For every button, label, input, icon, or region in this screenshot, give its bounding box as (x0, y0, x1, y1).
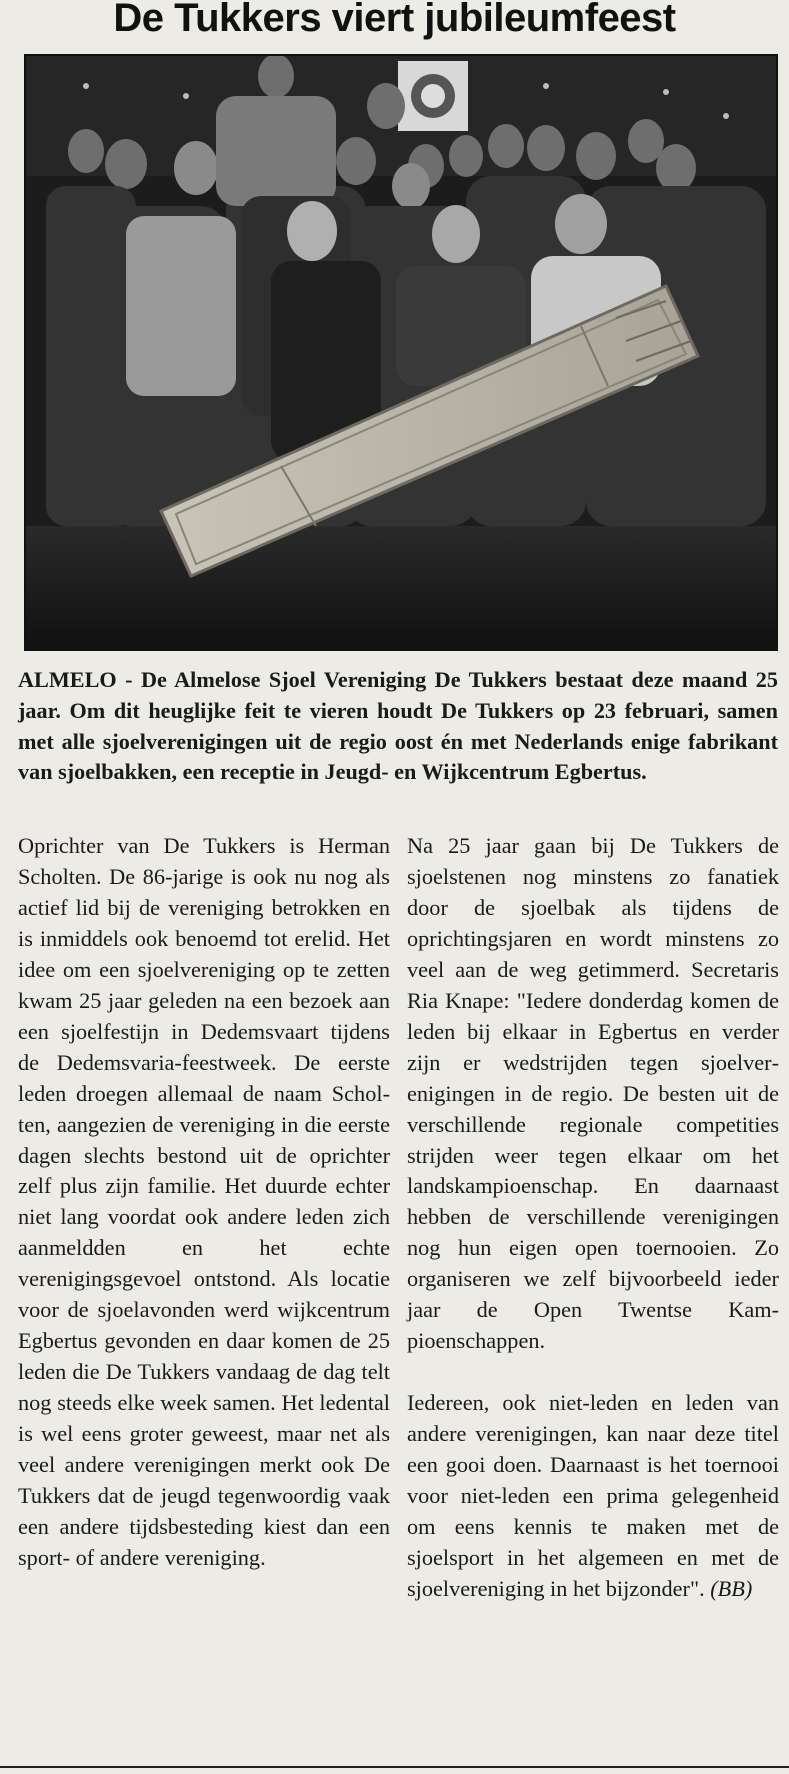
article-lead: ALMELO - De Almelose Sjoel Vereniging De Tukkers bestaat deze maand 25 jaar. Om dit heuglijke feit te vieren houdt De Tukkers op 23 februari, samen met alle sjoelverenigingen uit de regio oost én met Nederlands enige fabrikant van sjoelbakken, een receptie in Jeugd- en Wijkcentrum Egbertus. (18, 667, 778, 785)
article-headline: De Tukkers viert jubileumfeest (113, 0, 676, 40)
article-column-right (407, 831, 779, 1605)
body-paragraph-3-text: Iedereen, ook niet-leden en leden van andere verenigingen, kan naar deze titel een gooi doen. Daarnaast is het toernooi voor niet-leden een prima gelegenheid om eens kennis te maken met de sjoelsport in het algemeen en met de sjoelvereniging in het bijzonder". (407, 1390, 779, 1601)
author-credit: (BB) (710, 1575, 753, 1601)
group-photo-image (26, 56, 776, 649)
body-paragraph-1: Oprichter van De Tukkers is Herman Scholten. De 86-jarige is ook nu nog als actief lid bij de vereniging betrokken en is inmiddels ook benoemd tot erelid. Het idee om een sjoelvereniging op te zetten kwam 25 jaar geleden na een bezoek aan een sjoelfestijn in Dedemsvaart tijdens de Dedemsvaria-feestweek. De eerste leden droegen allemaal de naam Scholten, aangezien de vereniging in die eerste dagen slechts bestond uit de oprichter zelf plus zijn familie. Het duurde echter niet lang voordat ook andere leden zich aanmeldden en het echte verenigingsgevoel ontstond. Als locatie voor de sjoelavonden werd wijkcentrum Egbertus gevonden en daar komen de 25 leden die De Tukkers vandaag de dag telt nog steeds elke week samen. Het ledental is wel eens groter geweest, maar net als veel andere verenigingen merkt ook De Tukkers dat de jeugd tegenwoordig vaak een andere tijdsbesteding kiest dan een sport- of andere vereniging. (18, 833, 390, 1570)
group-photo (24, 54, 778, 651)
bottom-rule (0, 1766, 789, 1768)
body-paragraph-3 (407, 1388, 779, 1605)
body-paragraph-2: Na 25 jaar gaan bij De Tukkers de sjoelstenen nog minstens zo fanatiek door de sjoelbak als tijdens de oprichtingsjaren en wordt minstens zo veel aan de weg getimmerd. Secretaris Ria Knape: "Iedere donderdag komen de leden bij elkaar in Egbertus en verder zijn er wedstrijden tegen sjoelverenigingen in de regio. De besten uit de verschillende regionale competities strijden weer tegen elkaar om het landskampioenschap. En daarnaast hebben de verschillende verenigingen nog hun eigen open toernooien. Zo organiseren we zelf bijvoorbeeld ieder jaar de Open Twentse Kampioenschappen. (407, 833, 779, 1354)
article-column-left (18, 831, 390, 1574)
